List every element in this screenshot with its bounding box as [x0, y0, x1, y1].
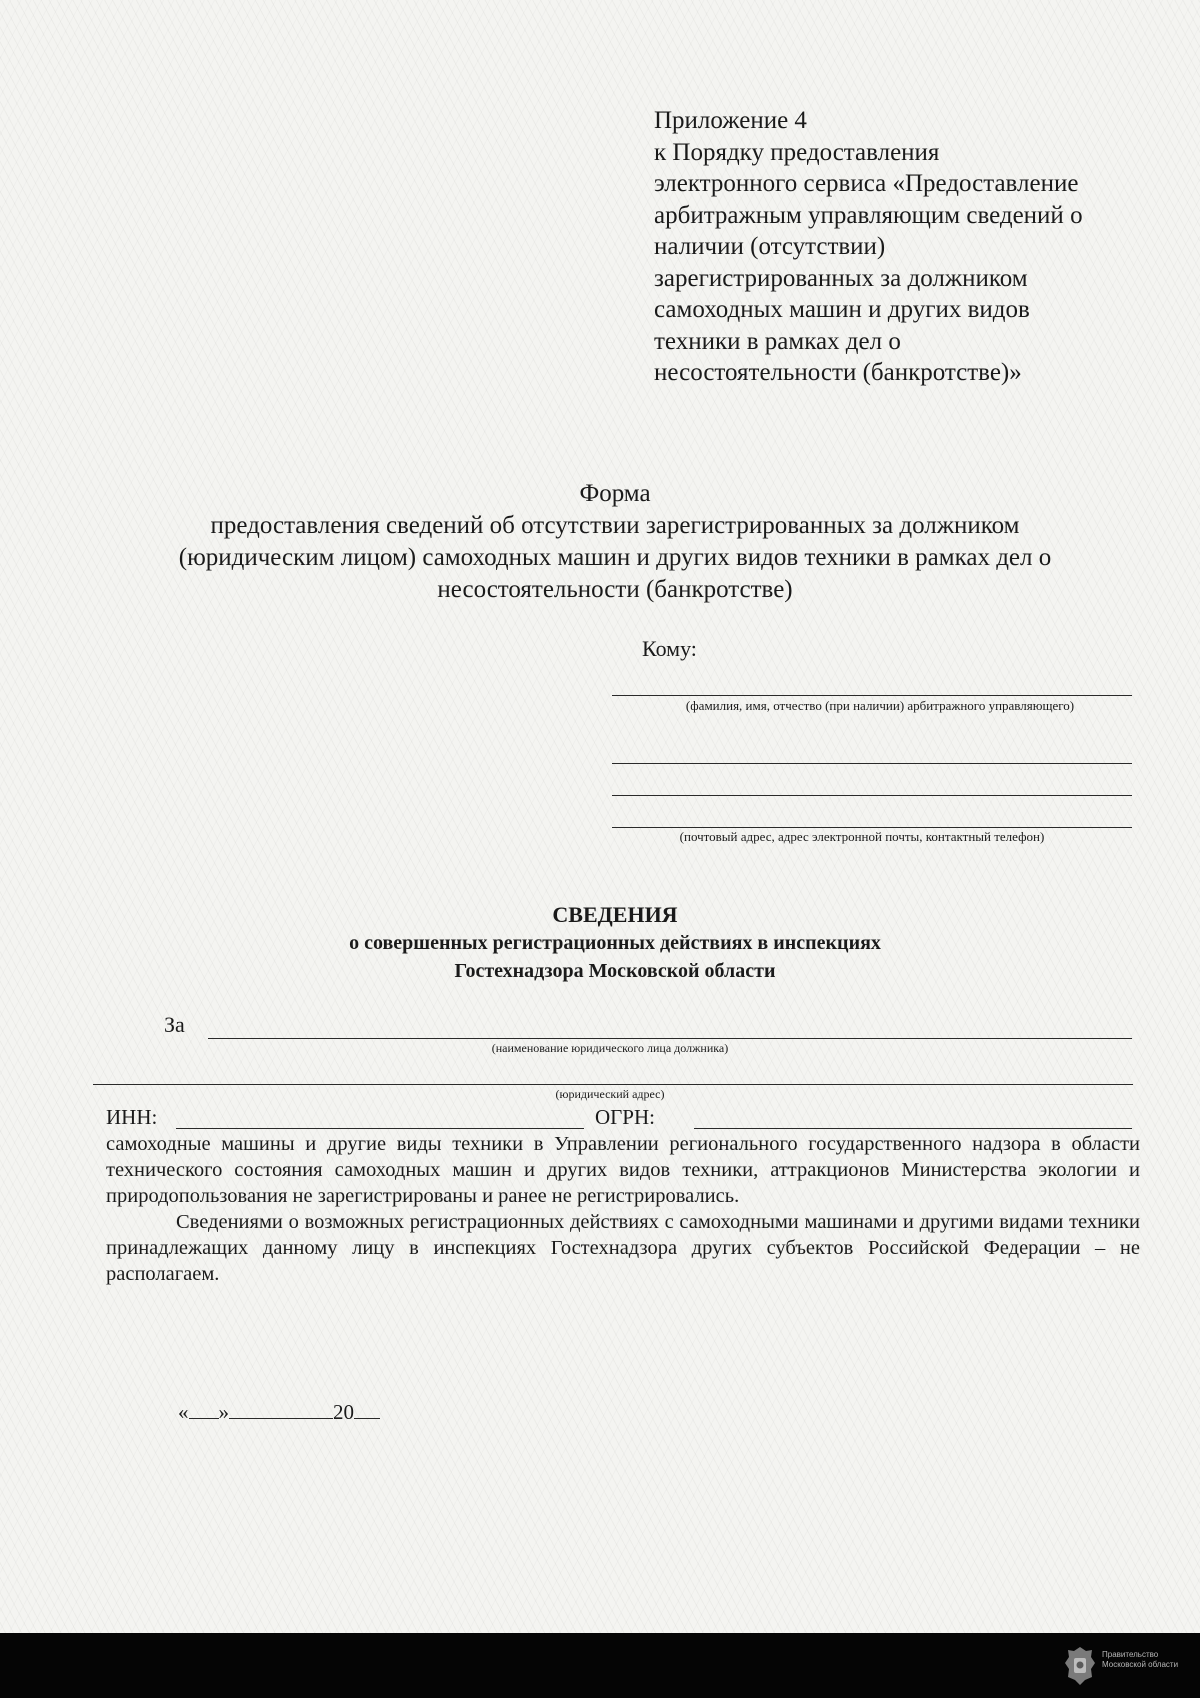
recipient-contacts-field[interactable]	[612, 795, 1132, 796]
inn-label: ИНН:	[106, 1105, 158, 1129]
footer-bar	[0, 1633, 1200, 1698]
report-subtitle: Гостехнадзора Московской области	[454, 960, 776, 982]
debtor-name-field[interactable]	[208, 1038, 1132, 1039]
date-day-field[interactable]	[189, 1400, 219, 1419]
footer-org	[1102, 1650, 1198, 1670]
recipient-name-field[interactable]	[612, 695, 1132, 696]
debtor-address-field[interactable]	[93, 1084, 1133, 1085]
form-title: Форма	[579, 480, 651, 507]
form-heading-line: предоставления сведений об отсутствии зарегистрированных за должником	[210, 512, 1020, 539]
ogrn-label: ОГРН:	[595, 1105, 655, 1129]
recipient-contacts-caption: (почтовый адрес, адрес электронной почты, контактный телефон)	[679, 829, 1045, 844]
annex-line: электронного сервиса «Предоставление	[654, 170, 1079, 197]
annex-line: Приложение 4	[654, 107, 807, 134]
body-text	[106, 1131, 1140, 1287]
footer-org-line: Московской области	[1102, 1660, 1179, 1669]
annex-line: несостоятельности (банкротстве)»	[654, 359, 1022, 386]
debtor-name-caption: (наименование юридического лица должника)	[491, 1041, 729, 1055]
annex-line: зарегистрированных за должником	[654, 264, 1028, 292]
recipient-name-caption: (фамилия, имя, отчество (при наличии) арбитражного управляющего)	[685, 698, 1075, 713]
annex-line: самоходных машин и других видов	[654, 296, 1030, 323]
recipient-contacts-field[interactable]	[612, 827, 1132, 828]
date-month-field[interactable]	[229, 1400, 333, 1419]
inn-field[interactable]	[176, 1128, 584, 1129]
debtor-address-caption: (юридический адрес)	[555, 1087, 665, 1101]
form-heading-line: несостоятельности (банкротстве)	[437, 576, 793, 603]
date-close-quote: »	[218, 1400, 229, 1424]
body-paragraph: самоходные машины и другие виды техники в Управлении регионального государственного надзора в области технического состояния самоходных машин и других видов техники, аттракционов Министерства экологии и природопользования не зарегистрированы и ранее не регистрировались.	[106, 1133, 1140, 1207]
form-heading	[110, 478, 1120, 606]
report-title-main: СВЕДЕНИЯ	[552, 902, 678, 927]
annex-line: к Порядку предоставления	[654, 138, 940, 166]
date-year-prefix: 20	[333, 1400, 354, 1424]
report-subtitle: о совершенных регистрационных действиях в инспекциях	[349, 932, 881, 954]
debtor-za-label: За	[164, 1012, 185, 1037]
form-heading-line: (юридическим лицом) самоходных машин и других видов техники в рамках дел о	[178, 544, 1052, 571]
annex-line: наличии (отсутствии)	[654, 233, 886, 260]
date-line	[178, 1400, 380, 1425]
footer-org-line: Правительство	[1102, 1650, 1159, 1659]
date-year-field[interactable]	[354, 1400, 380, 1419]
annex-header	[654, 105, 1164, 389]
report-title	[110, 901, 1120, 985]
recipient-label: Кому:	[642, 636, 697, 661]
ogrn-field[interactable]	[694, 1128, 1132, 1129]
recipient-contacts-field[interactable]	[612, 763, 1132, 764]
date-open-quote: «	[178, 1400, 189, 1424]
body-paragraph: Сведениями о возможных регистрационных действиях с самоходными машинами и другими видами техники принадлежащих данному лицу в инспекциях Гостехнадзора других субъектов Российской Федерации – не располагаем.	[106, 1211, 1140, 1285]
coat-of-arms-icon	[1063, 1645, 1097, 1687]
annex-line: арбитражным управляющим сведений о	[654, 201, 1083, 229]
annex-line: техники в рамках дел о	[654, 327, 901, 355]
